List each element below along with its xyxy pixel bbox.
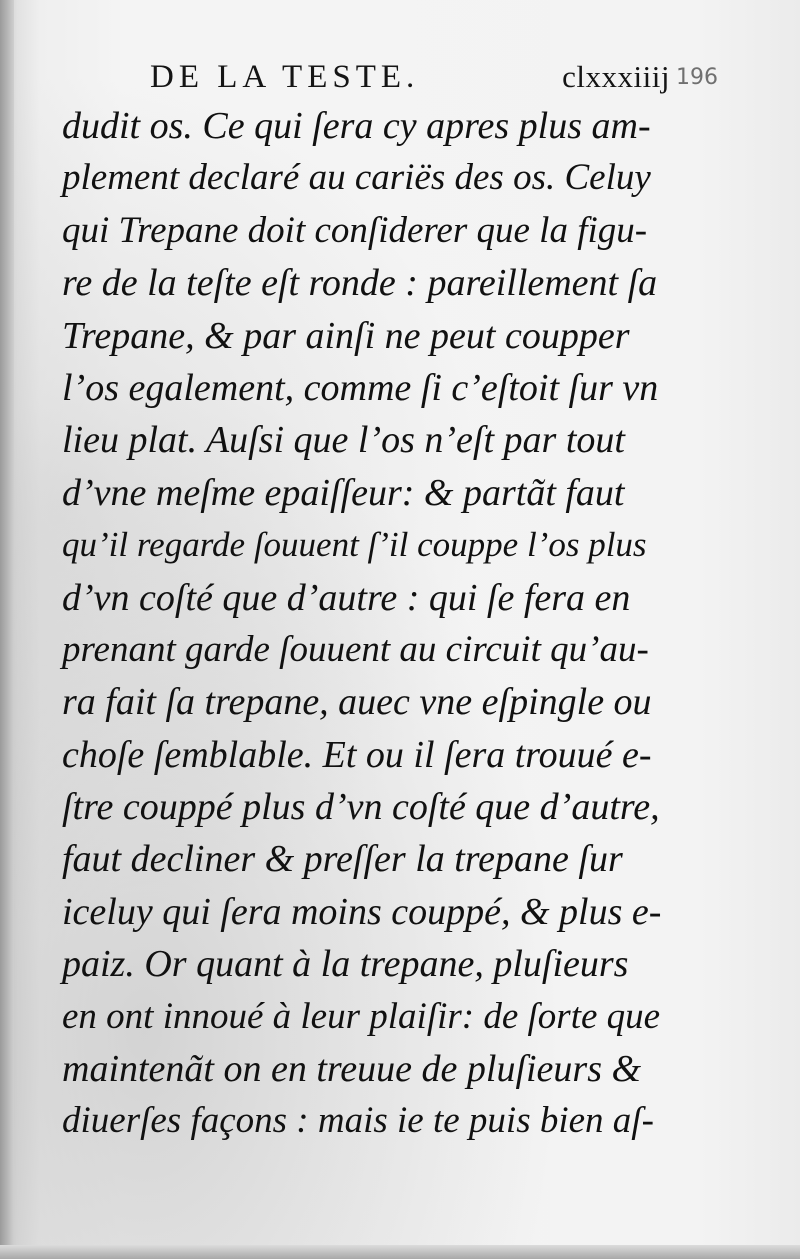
text-line: choſe ſemblable. Et ou il ſera trouué e-: [62, 733, 652, 776]
text-line: ſtre couppé plus d’vn coſté que d’autre,: [62, 786, 660, 829]
text-line: qui Trepane doit conſiderer que la figu-: [62, 209, 648, 251]
text-line: qu’il regarde ſouuent ſ’il couppe l’os plus: [62, 525, 647, 565]
text-line: en ont innoué à leur plaiſir: de ſorte que: [62, 995, 661, 1037]
text-line: dudit os. Ce qui ſera cy apres plus am-: [62, 105, 651, 147]
text-line: d’vne meſme epaiſſeur: & partãt faut: [62, 471, 625, 514]
text-line: faut decliner & preſſer la trepane ſur: [62, 838, 623, 881]
text-line: ra fait ſa trepane, auec vne eſpingle ou: [62, 681, 652, 724]
text-line: l’os egalement, comme ſi c’eſtoit ſur vn: [62, 366, 659, 409]
text-line: plement declaré au cariës des os. Celuy: [62, 157, 651, 199]
text-line: re de la teſte eſt ronde : pareillement ſa: [62, 262, 658, 305]
running-title: DE LA TESTE.: [150, 59, 420, 95]
text-line: d’vn coſté que d’autre : qui ſe fera en: [62, 576, 631, 619]
body-text: [62, 100, 662, 1148]
running-head: [150, 52, 670, 102]
text-line: diuerſes façons : mais ie te puis bien aſ-: [62, 1100, 654, 1142]
text-line: iceluy qui ſera moins couppé, & plus e-: [62, 890, 662, 933]
text-line: maintenãt on en treuue de pluſieurs &: [62, 1048, 642, 1091]
text-line: prenant garde ſouuent au circuit qu’au-: [62, 628, 649, 670]
handwritten-page-number: 196: [676, 65, 718, 90]
folio-number: clxxxiiij: [562, 59, 670, 94]
text-line: lieu plat. Auſsi que l’os n’eſt par tout: [62, 419, 625, 462]
page-binding-edge: [0, 0, 14, 1259]
text-line: Trepane, & par ainſi ne peut coupper: [62, 314, 630, 357]
text-line: paiz. Or quant à la trepane, pluſieurs: [62, 943, 629, 986]
page-bottom-edge: [0, 1245, 800, 1259]
